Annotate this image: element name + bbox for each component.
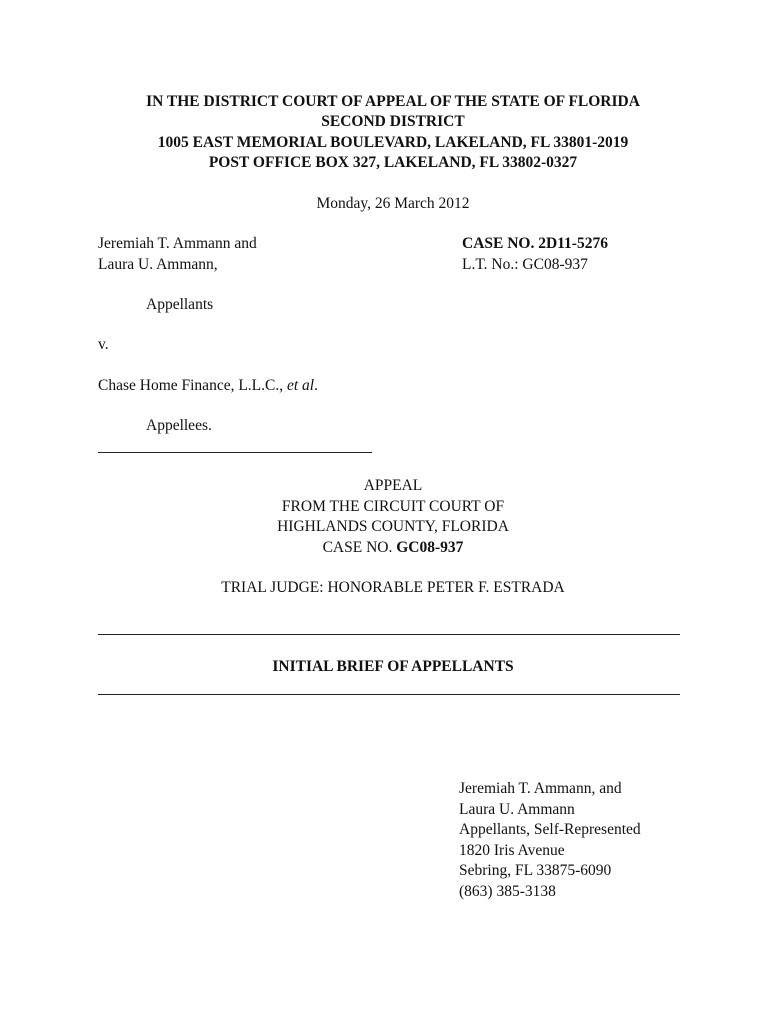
appellee-name-text: Chase Home Finance, L.L.C., <box>98 377 287 394</box>
appeal-case-prefix: CASE NO. <box>322 539 397 556</box>
filing-date: Monday, 26 March 2012 <box>316 195 470 212</box>
appellee-period: . <box>314 377 318 394</box>
versus-label: v. <box>98 336 109 353</box>
appellee-name <box>98 376 318 397</box>
appellants-label: Appellants <box>146 296 214 313</box>
signature-street: 1820 Iris Avenue <box>459 842 565 859</box>
title-rule-bottom <box>98 694 680 695</box>
court-district-line: SECOND DISTRICT <box>321 113 465 130</box>
appellees-label: Appellees. <box>146 417 212 434</box>
lower-tribunal-number: L.T. No.: GC08-937 <box>462 256 588 273</box>
title-rule-top <box>98 634 680 635</box>
case-number: CASE NO. 2D11-5276 <box>462 235 608 252</box>
signature-name-line2: Laura U. Ammann <box>459 801 575 818</box>
court-po-box-address: POST OFFICE BOX 327, LAKELAND, FL 33802-0327 <box>208 154 578 171</box>
signature-city-state-zip: Sebring, FL 33875-6090 <box>459 862 612 879</box>
appeal-case-number-line <box>0 538 768 559</box>
appellee-et-al: et al <box>286 377 315 394</box>
appeal-heading: APPEAL <box>363 477 423 494</box>
appellant-name-line2: Laura U. Ammann, <box>98 256 218 273</box>
signature-role: Appellants, Self-Represented <box>459 821 641 838</box>
brief-title: INITIAL BRIEF OF APPELLANTS <box>272 658 514 675</box>
signature-phone: (863) 385-3138 <box>459 883 556 900</box>
trial-judge-line: TRIAL JUDGE: HONORABLE PETER F. ESTRADA <box>221 579 565 596</box>
appellant-name-line1: Jeremiah T. Ammann and <box>98 235 257 252</box>
court-street-address: 1005 EAST MEMORIAL BOULEVARD, LAKELAND, FL 33801-2019 <box>157 134 629 151</box>
caption-divider <box>98 452 372 453</box>
court-name-line: IN THE DISTRICT COURT OF APPEAL OF THE STATE OF FLORIDA <box>146 93 640 110</box>
appeal-case-number: GC08-937 <box>396 539 464 556</box>
appeal-from-line: FROM THE CIRCUIT COURT OF <box>281 498 505 515</box>
appeal-county-line: HIGHLANDS COUNTY, FLORIDA <box>277 518 509 535</box>
signature-name-line1: Jeremiah T. Ammann, and <box>459 780 622 797</box>
